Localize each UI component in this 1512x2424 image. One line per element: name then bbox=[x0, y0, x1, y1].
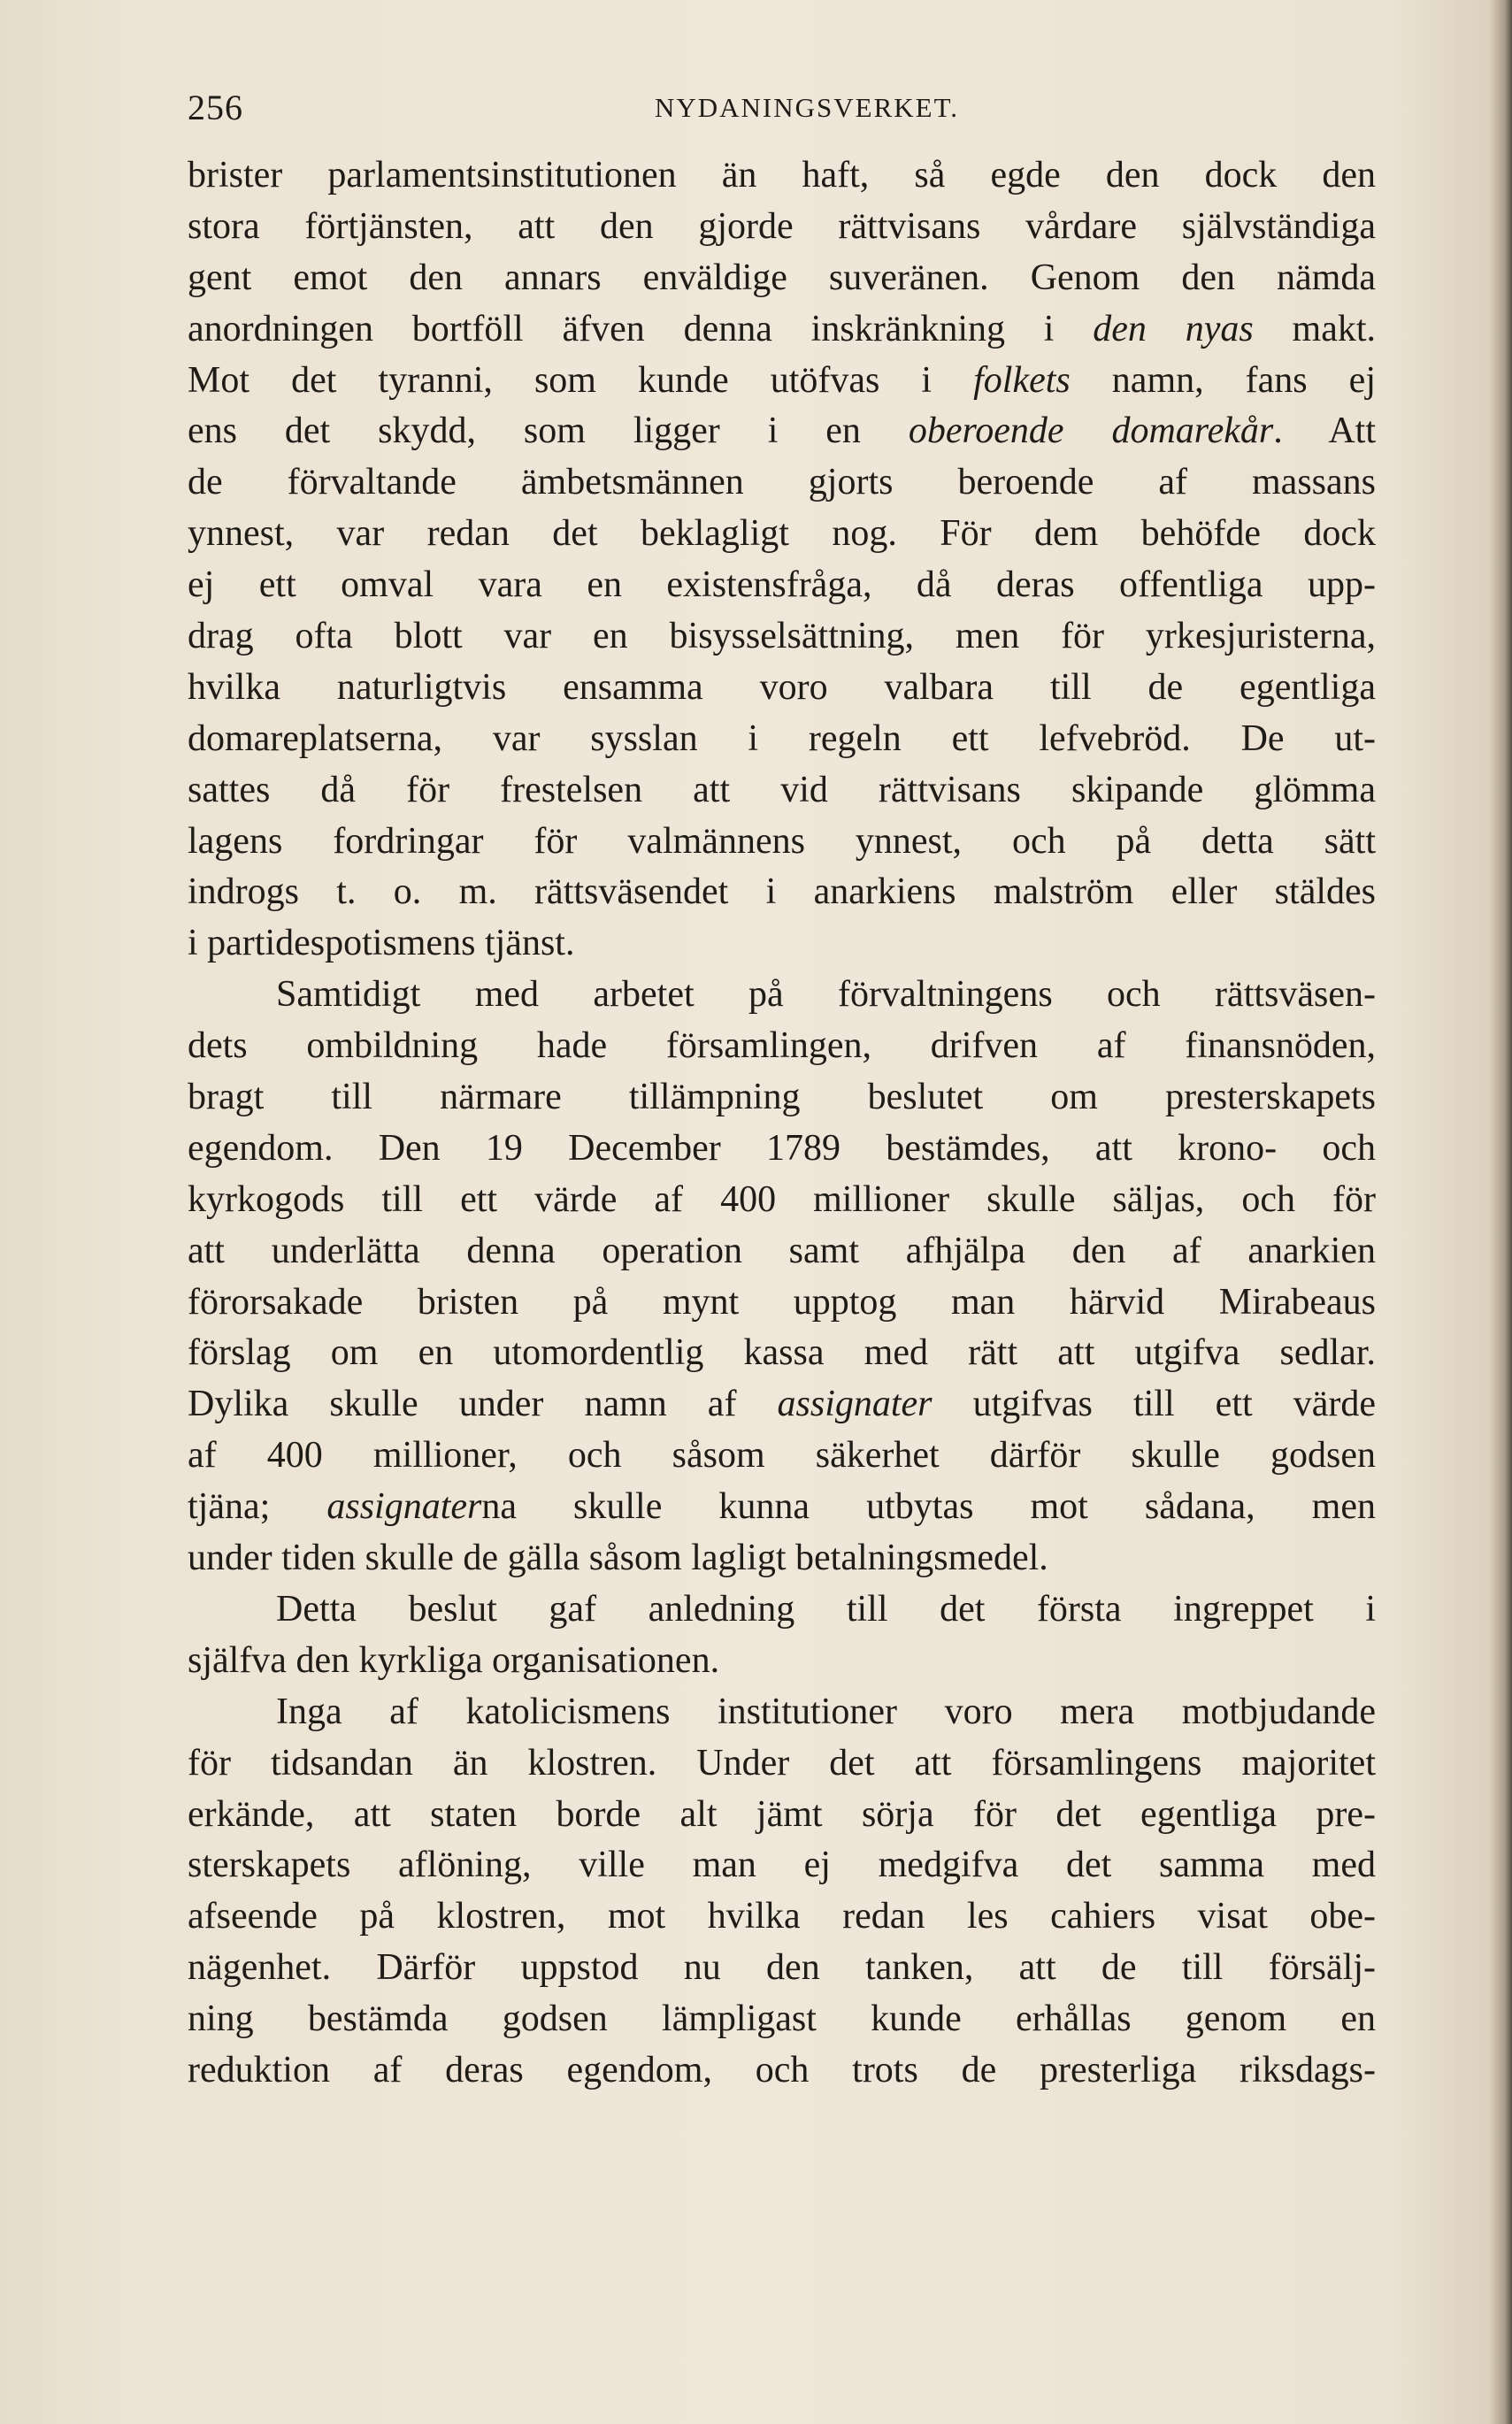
text-line: nägenhet. Därför uppstod nu den tanken, att de till försälj- bbox=[188, 1947, 1376, 1989]
paragraph-start-line: Inga af katolicismens institutioner voro mera motbjudande bbox=[276, 1691, 1376, 1732]
paragraph-end-line: under tiden skulle de gälla såsom lagligt betalningsmedel. bbox=[188, 1538, 1048, 1579]
text-line: gent emot den annars enväldige suveränen. Genom den nämda bbox=[188, 257, 1376, 298]
text-line: att underlätta denna operation samt afhjälpa den af anarkien bbox=[188, 1230, 1376, 1271]
text-line: ej ett omval vara en existensfråga, då deras offentliga upp- bbox=[188, 564, 1376, 606]
text-line: lagens fordringar för valmännens ynnest, och på detta sätt bbox=[188, 820, 1376, 862]
text-line: egendom. Den 19 December 1789 bestämdes, att krono- och bbox=[188, 1127, 1376, 1169]
paragraph-end-line: i partidespotismens tjänst. bbox=[188, 923, 575, 964]
page-edge-shadow bbox=[1489, 0, 1512, 2424]
text-line: sterskapets aflöning, ville man ej medgifva det samma med bbox=[188, 1845, 1376, 1886]
italic-phrase: den nyas bbox=[1093, 308, 1254, 349]
text-line: förorsakade bristen på mynt upptog man härvid Mirabeaus bbox=[188, 1281, 1376, 1323]
text-line: tjäna; assignaterna skulle kunna utbytas mot sådana, men bbox=[188, 1486, 1376, 1528]
body-text bbox=[188, 150, 1376, 2097]
page-number: 256 bbox=[188, 88, 243, 127]
text-line: brister parlamentsinstitutionen än haft, så egde den dock den bbox=[188, 155, 1376, 196]
text-line: ning bestämda godsen lämpligast kunde erhållas genom en bbox=[188, 1998, 1376, 2040]
text-line: hvilka naturligtvis ensamma voro valbara till de egentliga bbox=[188, 666, 1376, 708]
text-line: domareplatserna, var sysslan i regeln ett lefvebröd. De ut- bbox=[188, 717, 1376, 759]
text-line: erkände, att staten borde alt jämt sörja för det egentliga pre- bbox=[188, 1793, 1376, 1835]
text-line: afseende på klostren, mot hvilka redan les cahiers visat obe- bbox=[188, 1896, 1376, 1937]
text-line: ynnest, var redan det beklagligt nog. För dem behöfde dock bbox=[188, 513, 1376, 555]
text-line: reduktion af deras egendom, och trots de presterliga riksdags- bbox=[188, 2049, 1376, 2090]
text-line: ens det skydd, som ligger i en oberoende domarekår. Att bbox=[188, 410, 1376, 452]
text-line: anordningen bortföll äfven denna inskränkning i den nyas makt. bbox=[188, 308, 1376, 349]
text-line: drag ofta blott var en bisysselsättning, men för yrkesjuristerna, bbox=[188, 616, 1376, 657]
italic-phrase: assignater bbox=[777, 1384, 933, 1425]
text-line: Dylika skulle under namn af assignater utgifvas till ett värde bbox=[188, 1384, 1376, 1425]
text-line: af 400 millioner, och såsom säkerhet därför skulle godsen bbox=[188, 1435, 1376, 1477]
page-header bbox=[188, 87, 1373, 131]
text-line: stora förtjänsten, att den gjorde rättvisans vårdare självständiga bbox=[188, 205, 1376, 247]
text-line: förslag om en utomordentlig kassa med rätt att utgifva sedlar. bbox=[188, 1332, 1376, 1374]
paragraph-start-line: Samtidigt med arbetet på förvaltningens och rättsväsen- bbox=[276, 974, 1376, 1016]
italic-phrase: folkets bbox=[973, 359, 1071, 401]
text-line: de förvaltande ämbetsmännen gjorts beroende af massans bbox=[188, 462, 1376, 503]
text-line: för tidsandan än klostren. Under det att församlingens majoritet bbox=[188, 1742, 1376, 1783]
text-line: Mot det tyranni, som kunde utöfvas i folkets namn, fans ej bbox=[188, 359, 1376, 401]
text-line: indrogs t. o. m. rättsväsendet i anarkiens malström eller stäldes bbox=[188, 871, 1376, 913]
paragraph-end-line: själfva den kyrkliga organisationen. bbox=[188, 1639, 720, 1681]
text-line: sattes då för frestelsen att vid rättvisans skipande glömma bbox=[188, 769, 1376, 810]
italic-phrase: assignater bbox=[326, 1486, 482, 1528]
running-head: NYDANINGSVERKET. bbox=[655, 92, 959, 123]
text-line: dets ombildning hade församlingen, drifven af finansnöden, bbox=[188, 1025, 1376, 1067]
italic-phrase: oberoende domarekår bbox=[908, 410, 1274, 452]
text-line: kyrkogods till ett värde af 400 millioner skulle säljas, och för bbox=[188, 1178, 1376, 1220]
paragraph-start-line: Detta beslut gaf anledning till det första ingreppet i bbox=[276, 1588, 1376, 1630]
text-line: bragt till närmare tillämpning beslutet om presterskapets bbox=[188, 1077, 1376, 1118]
